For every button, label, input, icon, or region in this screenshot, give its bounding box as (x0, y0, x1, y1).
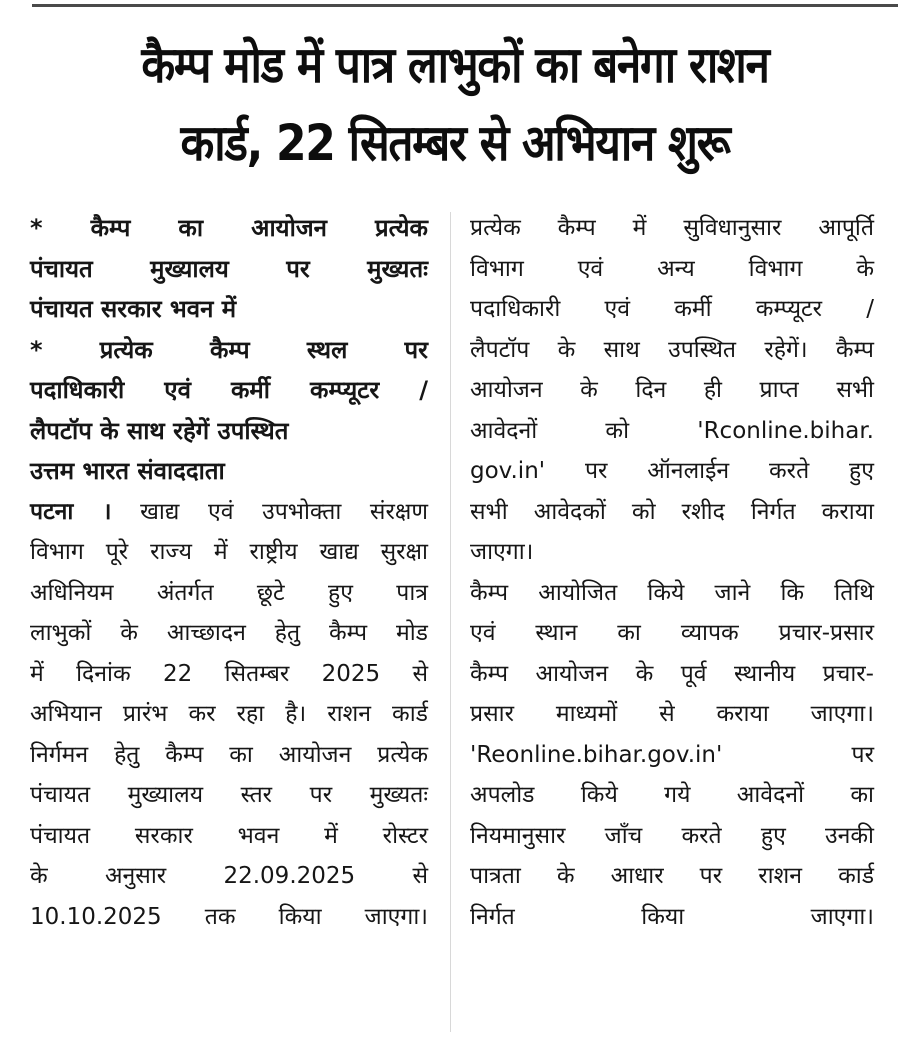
highlight-bullet-1 (30, 208, 428, 330)
bullet-2-line: * प्रत्येक कैम्प स्थल पर (30, 335, 428, 364)
left-column (30, 208, 428, 937)
left-body-paragraph (30, 492, 428, 938)
dateline: पटना । (30, 498, 112, 525)
right-paragraph-1 (470, 208, 874, 573)
headline (30, 26, 880, 182)
body-line: पदाधिकारी एवं कर्मी कम्प्यूटर / (470, 296, 874, 322)
body-line: कैम्प आयोजित किये जाने कि तिथि (470, 579, 874, 606)
highlight-bullet-2 (30, 330, 428, 452)
headline-line-2: कार्ड, 22 सितम्बर से अभियान शुरू (180, 114, 730, 172)
bullet-1-line: पंचायत मुख्यालय पर मुख्यतः (30, 254, 428, 283)
body-line: प्रसार माध्यमों से कराया जाएगा। (470, 701, 874, 727)
body-line: सभी आवेदकों को रशीद निर्गत कराया (470, 498, 874, 525)
body-line: 'Reonline.bihar.gov.in' पर (470, 741, 874, 768)
bullet-1-line: पंचायत सरकार भवन में (30, 295, 237, 323)
body-line: आवेदनों को 'Rconline.bihar. (470, 417, 874, 444)
body-line: के अनुसार 22.09.2025 से (30, 863, 428, 889)
right-column (470, 208, 874, 937)
body-line: लाभुकों के आच्छादन हेतु कैम्प मोड (30, 620, 428, 646)
body-line: कैम्प आयोजन के पूर्व स्थानीय प्रचार- (470, 660, 874, 687)
body-line: लैपटॉप के साथ उपस्थित रहेगें। कैम्प (470, 336, 874, 363)
body-line: पंचायत मुख्यालय स्तर पर मुख्यतः (30, 782, 428, 808)
body-line: अधिनियम अंतर्गत छूटे हुए पात्र (30, 579, 428, 606)
body-line: अपलोड किये गये आवेदनों का (470, 782, 874, 808)
column-divider (450, 212, 451, 1032)
body-line: एवं स्थान का व्यापक प्रचार-प्रसार (470, 620, 874, 646)
bullet-1-line: * कैम्प का आयोजन प्रत्येक (30, 214, 428, 242)
body-line: आयोजन के दिन ही प्राप्त सभी (470, 377, 874, 403)
body-line: निर्गमन हेतु कैम्प का आयोजन प्रत्येक (30, 741, 428, 768)
headline-line-1: कैम्प मोड में पात्र लाभुकों का बनेगा राशन (141, 36, 769, 94)
right-paragraph-2 (470, 573, 874, 938)
byline: उत्तम भारत संवाददाता (30, 457, 225, 485)
body-line (30, 492, 428, 533)
body-line: प्रत्येक कैम्प में सुविधानुसार आपूर्ति (470, 215, 874, 241)
body-line: निर्गत किया जाएगा। (470, 903, 874, 930)
bullet-2-line: पदाधिकारी एवं कर्मी कम्प्यूटर / (30, 376, 428, 404)
body-line: अभियान प्रारंभ कर रहा है। राशन कार्ड (30, 701, 428, 727)
top-rule (32, 4, 898, 7)
body-line-text: खाद्य एवं उपभोक्ता संरक्षण (140, 498, 429, 525)
body-line: पंचायत सरकार भवन में रोस्टर (30, 822, 428, 849)
body-line: नियमानुसार जाँच करते हुए उनकी (470, 822, 874, 849)
body-line: 10.10.2025 तक किया जाएगा। (30, 903, 428, 930)
body-line: पात्रता के आधार पर राशन कार्ड (470, 863, 874, 889)
body-line: विभाग पूरे राज्य में राष्ट्रीय खाद्य सुरक्षा (30, 539, 428, 565)
body-line: gov.in' पर ऑनलाईन करते हुए (470, 458, 874, 484)
body-line: में दिनांक 22 सितम्बर 2025 से (30, 660, 428, 687)
body-line: विभाग एवं अन्य विभाग के (470, 255, 874, 282)
body-line: जाएगा। (470, 539, 534, 565)
bullet-2-line: लैपटॉप के साथ रहेगें उपस्थित (30, 416, 289, 445)
